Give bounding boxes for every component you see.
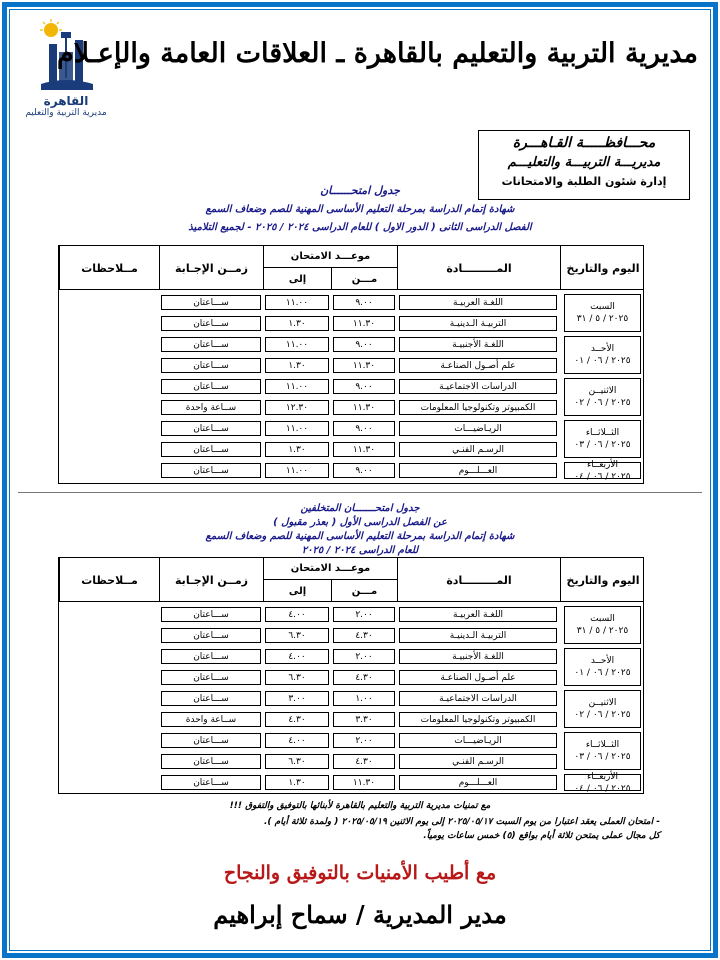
from-time-cell: ٤.٣٠	[333, 754, 395, 769]
subject-cell: علم أصـول الصناعـة	[399, 670, 557, 685]
day-name: الأحــد	[590, 344, 615, 354]
subject-cell: الريـاضيـــات	[399, 421, 557, 436]
duration-cell: ســاعة واحدة	[161, 400, 261, 415]
to-time-cell: ٦.٣٠	[265, 628, 329, 643]
exam-date: ٢٠٢٥ / ٠٦ / ٠٤	[574, 783, 631, 794]
from-time-cell: ١١.٣٠	[333, 400, 395, 415]
subject-cell: الريـاضيـــات	[399, 733, 557, 748]
from-time-cell: ٩.٠٠	[333, 337, 395, 352]
duration-cell: ســـاعتان	[161, 775, 261, 790]
from-time-cell: ١١.٣٠	[333, 775, 395, 790]
table-row	[59, 688, 645, 709]
table-row	[59, 376, 645, 397]
subject-cell: علم أصـول الصناعـة	[399, 358, 557, 373]
duration-cell: ســـاعتان	[161, 316, 261, 331]
footnote-practical-exam: - امتحان العملى يعقد اعتبارا من يوم السبت ٢٠٢٥/٠٥/١٧ إلى يوم الاثنين ٢٠٢٥/٠٥/١٩ ( ولمدة ثلاثة أيام ).	[263, 817, 660, 827]
from-time-cell: ٤.٣٠	[333, 670, 395, 685]
logo-title: القاهرة	[43, 94, 89, 108]
day-name: السبت	[590, 302, 615, 312]
from-time-cell: ٢.٠٠	[333, 607, 395, 622]
to-time-cell: ٤.٠٠	[265, 649, 329, 664]
to-time-cell: ٣.٠٠	[265, 691, 329, 706]
day-name: الاثنيــن	[588, 698, 617, 708]
makeup-exam-schedule-table	[58, 557, 644, 794]
header-notes: مــلاحظات	[59, 558, 159, 602]
from-time-cell: ٤.٣٠	[333, 628, 395, 643]
director-signature: مدير المديرية / سماح إبراهيم	[213, 900, 507, 929]
from-time-cell: ١١.٣٠	[333, 442, 395, 457]
to-time-cell: ٤.٠٠	[265, 607, 329, 622]
table-row	[59, 751, 645, 772]
exam-date: ٢٠٢٥ / ٥ / ٣١	[576, 626, 629, 636]
exam-date: ٢٠٢٥ / ٥ / ٣١	[576, 314, 629, 324]
header-from: مـــن	[331, 268, 397, 290]
footnote-wish: مع تمنيات مديرية التربية والتعليم بالقاهرة لأبنائها بالتوفيق والتفوق !!!	[229, 801, 491, 811]
duration-cell: ســـاعتان	[161, 733, 261, 748]
header-notes: مــلاحظات	[59, 246, 159, 290]
day-name: الأحــد	[590, 656, 615, 666]
from-time-cell: ١١.٣٠	[333, 358, 395, 373]
duration-cell: ســـاعتان	[161, 358, 261, 373]
table-row	[59, 334, 645, 355]
duration-cell: ســـاعتان	[161, 295, 261, 310]
duration-cell: ســـاعتان	[161, 607, 261, 622]
exam-schedule-table	[58, 245, 644, 484]
subject-cell: اللغـة العربيـة	[399, 295, 557, 310]
table-row	[59, 667, 645, 688]
day-name: الأربعــاء	[586, 459, 619, 470]
from-time-cell: ١.٠٠	[333, 691, 395, 706]
table-row	[59, 292, 645, 313]
section1-title: جدول امتحــــــان	[320, 184, 400, 197]
duration-cell: ســاعة واحدة	[161, 712, 261, 727]
section1-subtitle: شهادة إتمام الدراسة بمرحلة التعليم الأساسى المهنية للصم وضعاف السمع	[205, 204, 515, 215]
exam-date: ٢٠٢٥ / ٠٦ / ٠٢	[574, 398, 631, 408]
day-name: الأربعــاء	[586, 771, 619, 782]
to-time-cell: ١.٣٠	[265, 358, 329, 373]
to-time-cell: ١١.٠٠	[265, 295, 329, 310]
duration-cell: ســـاعتان	[161, 691, 261, 706]
to-time-cell: ١١.٠٠	[265, 421, 329, 436]
subject-cell: الرسـم الفنـي	[399, 442, 557, 457]
day-name: السبت	[590, 614, 615, 624]
from-time-cell: ٩.٠٠	[333, 421, 395, 436]
to-time-cell: ٦.٣٠	[265, 670, 329, 685]
table-row	[59, 418, 645, 439]
header-duration: زمــن الإجـابة	[159, 558, 263, 602]
to-time-cell: ١٢.٣٠	[265, 400, 329, 415]
to-time-cell: ٤.٣٠	[265, 712, 329, 727]
subject-cell: الدراسات الاجتماعيـة	[399, 379, 557, 394]
to-time-cell: ٤.٠٠	[265, 733, 329, 748]
duration-cell: ســـاعتان	[161, 628, 261, 643]
section2-term: عن الفصل الدراسى الأول ( بعذر مقبول )	[273, 517, 447, 528]
to-time-cell: ١.٣٠	[265, 775, 329, 790]
to-time-cell: ١.٣٠	[265, 442, 329, 457]
day-name: الثــلاثــاء	[585, 740, 620, 750]
from-time-cell: ٩.٠٠	[333, 379, 395, 394]
table-row	[59, 772, 645, 793]
to-time-cell: ١١.٠٠	[265, 463, 329, 478]
section2-title: جدول امتحـــــــان المتخلفين	[300, 503, 420, 514]
subject-cell: الكمبيوتر وتكنولوجيا المعلومات	[399, 400, 557, 415]
stamp-line-2: مديريـــة التربيـــة والتعليـــم	[507, 155, 661, 170]
footnote-practical-hours: كل مجال عملى يمتحن ثلاثة أيام بواقع (٥) خمس ساعات يومياً.	[423, 831, 660, 841]
table-row	[59, 439, 645, 460]
duration-cell: ســـاعتان	[161, 421, 261, 436]
subject-cell: الدراسات الاجتماعيـة	[399, 691, 557, 706]
duration-cell: ســـاعتان	[161, 754, 261, 769]
logo-subtitle: مديرية التربية والتعليم	[25, 108, 107, 118]
table-row	[59, 625, 645, 646]
stamp-line-1: محـــافظـــــة القـاهـــرة	[512, 135, 656, 151]
header-from: مـــن	[331, 580, 397, 602]
from-time-cell: ٣.٣٠	[333, 712, 395, 727]
from-time-cell: ١١.٣٠	[333, 316, 395, 331]
from-time-cell: ٩.٠٠	[333, 295, 395, 310]
from-time-cell: ٢.٠٠	[333, 649, 395, 664]
page-banner-title: مديرية التربية والتعليم بالقاهرة ـ العلاقات العامة والإعـلام	[57, 38, 698, 69]
duration-cell: ســـاعتان	[161, 337, 261, 352]
duration-cell: ســـاعتان	[161, 649, 261, 664]
table-header	[59, 246, 643, 290]
stamp-line-3: إدارة شئون الطلبة والامتحانات	[501, 175, 667, 188]
subject-cell: اللغـة الأجنبيـة	[399, 337, 557, 352]
closing-wish: مع أطيب الأمنيات بالتوفيق والنجاح	[223, 862, 497, 884]
subject-cell: اللغـة العربيـة	[399, 607, 557, 622]
from-time-cell: ٢.٠٠	[333, 733, 395, 748]
exam-date: ٢٠٢٥ / ٠٦ / ٠٣	[574, 752, 631, 762]
to-time-cell: ١.٣٠	[265, 316, 329, 331]
subject-cell: التربيـة الـدينيـة	[399, 316, 557, 331]
table-row	[59, 355, 645, 376]
day-name: الاثنيــن	[588, 386, 617, 396]
section-divider	[18, 492, 702, 493]
subject-cell: العـــلـــوم	[399, 463, 557, 478]
subject-cell: العـــلـــوم	[399, 775, 557, 790]
exam-date: ٢٠٢٥ / ٠٦ / ٠٣	[574, 440, 631, 450]
table-row	[59, 646, 645, 667]
header-duration: زمــن الإجـابة	[159, 246, 263, 290]
exam-date: ٢٠٢٥ / ٠٦ / ٠١	[574, 668, 631, 678]
subject-cell: التربيـة الـدينيـة	[399, 628, 557, 643]
to-time-cell: ١١.٠٠	[265, 337, 329, 352]
to-time-cell: ٦.٣٠	[265, 754, 329, 769]
header-day-date: اليوم والتاريخ	[560, 558, 645, 602]
table-header	[59, 558, 643, 602]
exam-date: ٢٠٢٥ / ٠٦ / ٠٢	[574, 710, 631, 720]
subject-cell: الرسـم الفنـي	[399, 754, 557, 769]
duration-cell: ســـاعتان	[161, 379, 261, 394]
header-exam-time: موعـــد الامتحان	[263, 246, 397, 268]
header-day-date: اليوم والتاريخ	[560, 246, 645, 290]
table-row	[59, 730, 645, 751]
from-time-cell: ٩.٠٠	[333, 463, 395, 478]
exam-date: ٢٠٢٥ / ٠٦ / ٠٤	[574, 471, 631, 482]
header-subject: المـــــــــادة	[397, 558, 560, 602]
header-to: إلى	[263, 268, 331, 290]
header-subject: المـــــــــادة	[397, 246, 560, 290]
to-time-cell: ١١.٠٠	[265, 379, 329, 394]
subject-cell: اللغـة الأجنبيـة	[399, 649, 557, 664]
table-row	[59, 460, 645, 481]
duration-cell: ســـاعتان	[161, 442, 261, 457]
exam-date: ٢٠٢٥ / ٠٦ / ٠١	[574, 356, 631, 366]
duration-cell: ســـاعتان	[161, 463, 261, 478]
table-row	[59, 604, 645, 625]
header-exam-time: موعـــد الامتحان	[263, 558, 397, 580]
section1-term: الفصل الدراسى الثانى ( الدور الاول ) للعام الدراسى ٢٠٢٤ / ٢٠٢٥ - لجميع التلاميذ	[188, 222, 532, 233]
table-row	[59, 397, 645, 418]
header-to: إلى	[263, 580, 331, 602]
duration-cell: ســـاعتان	[161, 670, 261, 685]
section2-subtitle: شهادة إتمام الدراسة بمرحلة التعليم الأساسى المهنية للصم وضعاف السمع	[205, 531, 515, 542]
day-name: الثــلاثــاء	[585, 428, 620, 438]
table-row	[59, 313, 645, 334]
table-row	[59, 709, 645, 730]
section2-year: للعام الدراسى ٢٠٢٤ / ٢٠٢٥	[301, 545, 419, 556]
subject-cell: الكمبيوتر وتكنولوجيا المعلومات	[399, 712, 557, 727]
